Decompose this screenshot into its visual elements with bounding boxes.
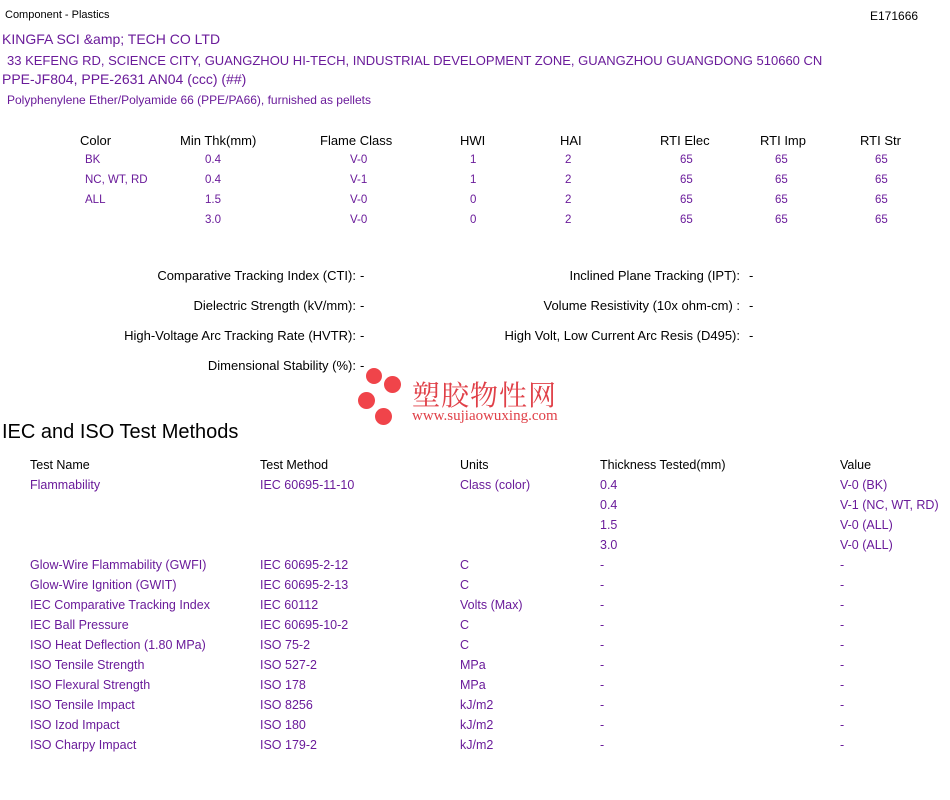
- cell-hai: 2: [565, 194, 572, 206]
- cell-rti-str: 65: [875, 154, 888, 166]
- cell-hwi: 0: [470, 214, 477, 226]
- cell-test-name: ISO Tensile Strength: [30, 658, 145, 672]
- cell-rti-str: 65: [875, 174, 888, 186]
- cell-value: -: [840, 698, 845, 712]
- cell-test-name: ISO Charpy Impact: [30, 738, 137, 752]
- section-title: IEC and ISO Test Methods: [2, 421, 239, 443]
- cell-hwi: 1: [470, 174, 477, 186]
- cell-thickness: -: [600, 658, 605, 672]
- col-header-min-thk: Min Thk(mm): [180, 133, 257, 148]
- cell-rti-imp: 65: [775, 214, 788, 226]
- property-value: -: [749, 328, 754, 343]
- cell-test-name: ISO Tensile Impact: [30, 698, 135, 712]
- cell-color: ALL: [85, 194, 106, 206]
- cell-rti-str: 65: [875, 194, 888, 206]
- cell-test-method: IEC 60695-10-2: [260, 618, 349, 632]
- property-label: Comparative Tracking Index (CTI):: [157, 268, 356, 283]
- col-header-color: Color: [80, 133, 112, 148]
- cell-units: kJ/m2: [460, 698, 494, 712]
- cell-color: BK: [85, 154, 101, 166]
- property-value: -: [360, 358, 365, 373]
- cell-rti-elec: 65: [680, 154, 693, 166]
- cell-rti-str: 65: [875, 214, 888, 226]
- cell-value: -: [840, 678, 845, 692]
- cell-test-method: ISO 178: [260, 678, 306, 692]
- cell-flame-class: V-0: [350, 194, 368, 206]
- cell-value: V-0 (ALL): [840, 538, 893, 552]
- property-label: Dimensional Stability (%):: [207, 358, 356, 373]
- cell-test-method: IEC 60695-11-10: [260, 478, 355, 492]
- cell-thickness: -: [600, 578, 605, 592]
- cell-test-method: ISO 75-2: [260, 638, 311, 652]
- cell-value: -: [840, 658, 845, 672]
- cell-units: C: [460, 638, 470, 652]
- cell-units: kJ/m2: [460, 738, 494, 752]
- property-label: Dielectric Strength (kV/mm):: [193, 298, 356, 313]
- file-number: E171666: [870, 9, 919, 23]
- cell-test-name: ISO Flexural Strength: [30, 678, 151, 692]
- col-header-rti-str: RTI Str: [860, 133, 901, 148]
- company-address: 33 KEFENG RD, SCIENCE CITY, GUANGZHOU HI-TECH, INDUSTRIAL DEVELOPMENT ZONE, GUANGZHOU GUANGDONG 510660 CN: [7, 53, 823, 68]
- cell-value: -: [840, 718, 845, 732]
- cell-value: -: [840, 738, 845, 752]
- cell-thickness: -: [600, 738, 605, 752]
- cell-test-method: IEC 60112: [260, 598, 319, 612]
- product-name: PPE-JF804, PPE-2631 AN04 (ccc) (##): [2, 71, 247, 87]
- cell-test-method: ISO 527-2: [260, 658, 317, 672]
- property-label: High-Voltage Arc Tracking Rate (HVTR):: [124, 328, 356, 343]
- cell-rti-elec: 65: [680, 214, 693, 226]
- company-name: KINGFA SCI &amp; TECH CO LTD: [2, 31, 221, 47]
- cell-rti-imp: 65: [775, 174, 788, 186]
- property-value: -: [360, 268, 365, 283]
- cell-units: C: [460, 618, 470, 632]
- cell-thickness: -: [600, 718, 605, 732]
- cell-value: -: [840, 598, 845, 612]
- cell-rti-imp: 65: [775, 154, 788, 166]
- col-header-flame-class: Flame Class: [320, 133, 393, 148]
- property-value: -: [749, 298, 754, 313]
- cell-test-name: Glow-Wire Flammability (GWFI): [30, 558, 207, 572]
- cell-value: V-1 (NC, WT, RD): [840, 498, 939, 512]
- cell-thickness: -: [600, 598, 605, 612]
- cell-hwi: 1: [470, 154, 477, 166]
- cell-test-method: IEC 60695-2-13: [260, 578, 349, 592]
- col-header-test-method: Test Method: [260, 458, 329, 472]
- cell-min-thk: 1.5: [205, 194, 221, 206]
- cell-thickness: -: [600, 678, 605, 692]
- cell-thickness: 3.0: [600, 538, 618, 552]
- cell-value: -: [840, 558, 845, 572]
- cell-units: Class (color): [460, 478, 531, 492]
- cell-test-name: ISO Izod Impact: [30, 718, 120, 732]
- cell-thickness: 1.5: [600, 518, 618, 532]
- cell-min-thk: 3.0: [205, 214, 221, 226]
- cell-test-name: IEC Ball Pressure: [30, 618, 129, 632]
- cell-units: MPa: [460, 658, 486, 672]
- watermark-dot: [375, 408, 392, 425]
- cell-thickness: -: [600, 698, 605, 712]
- cell-test-method: IEC 60695-2-12: [260, 558, 349, 572]
- cell-min-thk: 0.4: [205, 154, 221, 166]
- col-header-hai: HAI: [560, 133, 582, 148]
- cell-value: V-0 (BK): [840, 478, 888, 492]
- cell-rti-imp: 65: [775, 194, 788, 206]
- cell-flame-class: V-1: [350, 174, 368, 186]
- property-value: -: [360, 298, 365, 313]
- property-label: Volume Resistivity (10x ohm-cm) :: [543, 298, 740, 313]
- cell-color: NC, WT, RD: [85, 174, 148, 186]
- watermark-dot: [384, 376, 401, 393]
- property-value: -: [749, 268, 754, 283]
- cell-units: C: [460, 558, 470, 572]
- cell-thickness: -: [600, 638, 605, 652]
- watermark-dot: [366, 368, 382, 384]
- col-header-test-name: Test Name: [30, 458, 90, 472]
- col-header-value: Value: [840, 458, 872, 472]
- col-header-rti-elec: RTI Elec: [660, 133, 710, 148]
- watermark-dot: [358, 392, 375, 409]
- cell-thickness: 0.4: [600, 478, 618, 492]
- cell-value: V-0 (ALL): [840, 518, 893, 532]
- cell-units: MPa: [460, 678, 486, 692]
- cell-test-method: ISO 180: [260, 718, 306, 732]
- cell-test-name: IEC Comparative Tracking Index: [30, 598, 210, 612]
- cell-test-name: Flammability: [30, 478, 101, 492]
- col-header-thickness: Thickness Tested(mm): [600, 458, 726, 472]
- cell-flame-class: V-0: [350, 154, 368, 166]
- property-label: High Volt, Low Current Arc Resis (D495):: [504, 328, 740, 343]
- cell-flame-class: V-0: [350, 214, 368, 226]
- cell-test-name: Glow-Wire Ignition (GWIT): [30, 578, 177, 592]
- watermark-cn-text: 塑胶物性网: [412, 380, 558, 411]
- property-label: Inclined Plane Tracking (IPT):: [569, 268, 740, 283]
- watermark-url: www.sujiaowuxing.com: [412, 408, 558, 424]
- cell-test-method: ISO 179-2: [260, 738, 317, 752]
- cell-value: -: [840, 638, 845, 652]
- cell-value: -: [840, 618, 845, 632]
- col-header-hwi: HWI: [460, 133, 486, 148]
- cell-units: kJ/m2: [460, 718, 494, 732]
- cell-test-name: ISO Heat Deflection (1.80 MPa): [30, 638, 206, 652]
- cell-rti-elec: 65: [680, 194, 693, 206]
- material-description: Polyphenylene Ether/Polyamide 66 (PPE/PA66), furnished as pellets: [7, 93, 371, 107]
- property-value: -: [360, 328, 365, 343]
- cell-hai: 2: [565, 154, 572, 166]
- cell-thickness: -: [600, 558, 605, 572]
- cell-thickness: 0.4: [600, 498, 618, 512]
- cell-units: Volts (Max): [460, 598, 523, 612]
- cell-test-method: ISO 8256: [260, 698, 313, 712]
- col-header-rti-imp: RTI Imp: [760, 133, 806, 148]
- cell-hai: 2: [565, 214, 572, 226]
- cell-value: -: [840, 578, 845, 592]
- cell-thickness: -: [600, 618, 605, 632]
- col-header-units: Units: [460, 458, 489, 472]
- cell-hai: 2: [565, 174, 572, 186]
- cell-hwi: 0: [470, 194, 477, 206]
- cell-rti-elec: 65: [680, 174, 693, 186]
- cell-min-thk: 0.4: [205, 174, 221, 186]
- cell-units: C: [460, 578, 470, 592]
- category-label: Component - Plastics: [5, 9, 110, 21]
